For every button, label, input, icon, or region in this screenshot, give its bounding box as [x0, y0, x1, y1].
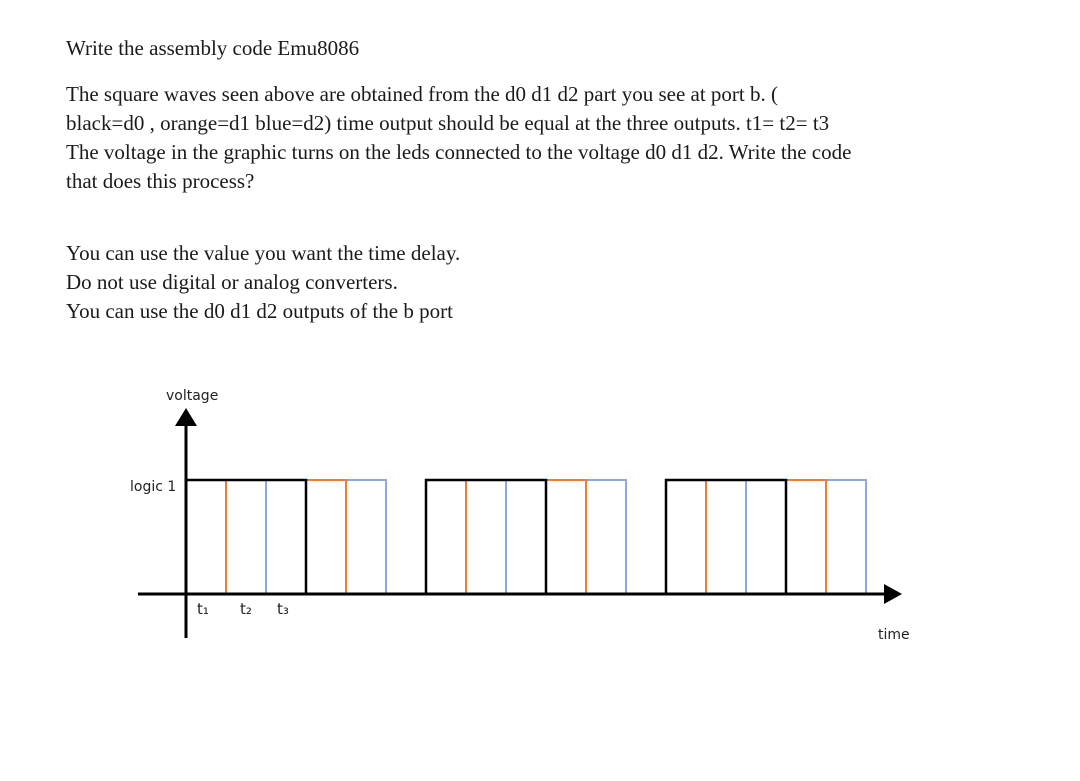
- tick-label-t3: t₃: [277, 600, 289, 618]
- pulse-d0-1: [186, 480, 306, 594]
- pulse-d0-2: [426, 480, 546, 594]
- y-axis-label: voltage: [166, 388, 219, 404]
- note-line: You can use the value you want the time delay.: [66, 241, 461, 265]
- pulse-d2-3: [746, 480, 866, 594]
- paragraph-line: black=d0 , orange=d1 blue=d2) time output should be equal at the three outputs. t1= t2= t3: [66, 111, 830, 135]
- pulse-d1-3: [706, 480, 826, 594]
- note-line: You can use the d0 d1 d2 outputs of the b port: [66, 299, 453, 323]
- pulse-layer: [186, 480, 866, 594]
- x-axis-label: time: [878, 627, 910, 643]
- tick-label-layer: [197, 600, 289, 618]
- page-title: Write the assembly code Emu8086: [66, 36, 360, 60]
- tick-label-t1: t₁: [197, 600, 209, 618]
- pulse-d1-2: [466, 480, 586, 594]
- problem-paragraph: [66, 80, 1026, 196]
- pulse-d1-1: [226, 480, 346, 594]
- tick-label-t2: t₂: [240, 600, 252, 618]
- notes-block: [66, 239, 460, 326]
- note-line: Do not use digital or analog converters.: [66, 270, 398, 294]
- paragraph-line: The square waves seen above are obtained from the d0 d1 d2 part you see at port b. (: [66, 82, 779, 106]
- paragraph-line: that does this process?: [66, 169, 255, 193]
- y-axis-arrowhead: [175, 408, 197, 426]
- x-axis-arrowhead: [884, 584, 902, 604]
- pulse-d0-3: [666, 480, 786, 594]
- pulse-d2-2: [506, 480, 626, 594]
- axes-layer: [138, 408, 902, 638]
- paragraph-line: The voltage in the graphic turns on the leds connected to the voltage d0 d1 d2. Write the code: [66, 140, 852, 164]
- pulse-d2-1: [266, 480, 386, 594]
- logic-level-label: logic 1: [130, 479, 177, 495]
